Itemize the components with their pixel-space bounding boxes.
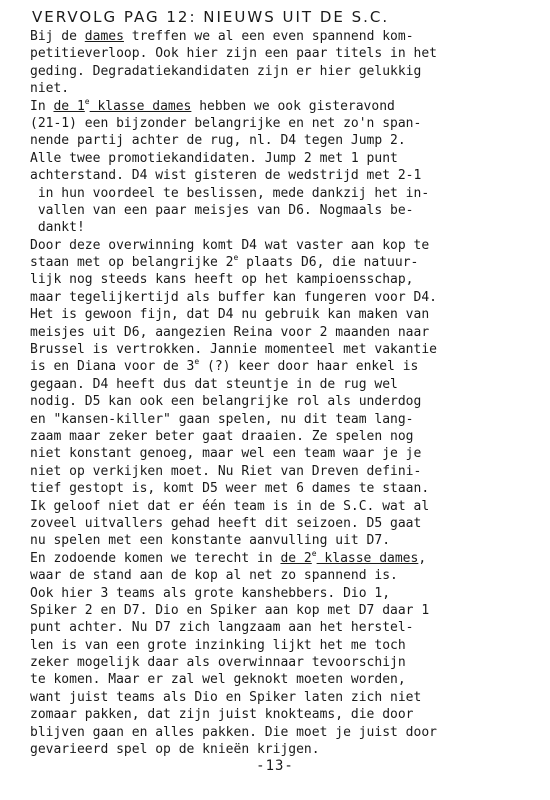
text-line xyxy=(30,463,538,480)
text-line xyxy=(30,567,538,584)
text-line xyxy=(30,393,538,410)
text-line xyxy=(30,358,538,375)
text-line xyxy=(30,654,538,671)
text-run: Brussel is vertrokken. Jannie momenteel met vakantie xyxy=(30,342,437,358)
text-run: zaam maar zeker beter gaat draaien. Ze spelen nog xyxy=(30,428,414,444)
text-run: dankt! xyxy=(30,220,85,236)
text-run: gevarieerd spel op de knieën krijgen. xyxy=(30,742,320,758)
text-run: Alle twee promotiekandidaten. Jump 2 met 1 punt xyxy=(30,150,398,166)
text-run: , xyxy=(418,550,427,566)
text-run: Het is gewoon fijn, dat D4 nu gebruik kan maken van xyxy=(30,307,430,323)
text-run: In xyxy=(30,98,54,114)
superscript: e xyxy=(84,97,90,106)
text-line xyxy=(30,671,538,688)
text-run: Ook hier 3 teams als grote kanshebbers. Dio 1, xyxy=(30,585,391,601)
article-body xyxy=(30,28,538,758)
superscript: e xyxy=(194,358,200,367)
text-line xyxy=(30,28,538,45)
text-line xyxy=(30,185,538,202)
text-run: te komen. Maar er zal wel geknokt moeten worden, xyxy=(30,672,406,688)
text-run: tief gestopt is, komt D5 weer met 6 dames te staan. xyxy=(30,481,430,497)
text-run: is en Diana voor de 3 xyxy=(30,359,195,375)
text-run: niet. xyxy=(30,81,70,97)
text-line xyxy=(30,289,538,306)
text-run: punt achter. Nu D7 zich langzaam aan het herstel- xyxy=(30,620,414,636)
underlined-text: klasse dames xyxy=(89,98,192,114)
text-run: (?) keer door haar enkel is xyxy=(199,359,419,375)
underlined-text: de 2 xyxy=(280,550,312,566)
text-line xyxy=(30,306,538,323)
text-line xyxy=(30,254,538,271)
text-line xyxy=(30,515,538,532)
text-run: waar de stand aan de kop al net zo spannend is. xyxy=(30,568,398,584)
text-line xyxy=(30,202,538,219)
text-line xyxy=(30,602,538,619)
text-run: zomaar pakken, dat zijn juist knokteams, die door xyxy=(30,707,414,723)
text-run: vallen van een paar meisjes van D6. Nogmaals be- xyxy=(30,202,414,218)
text-run: nende partij achter de rug, nl. D4 tegen Jump 2. xyxy=(30,133,406,149)
text-run: Ik geloof niet dat er één team is in de S.C. wat al xyxy=(30,498,430,514)
text-run: nu spelen met een konstante aanvulling uit D7. xyxy=(30,533,391,549)
text-run: nodig. D5 kan ook een belangrijke rol als underdog xyxy=(30,394,422,410)
text-line xyxy=(30,80,538,97)
text-line xyxy=(30,271,538,288)
underlined-text: klasse dames xyxy=(316,550,419,566)
text-line xyxy=(30,741,538,758)
text-line xyxy=(30,532,538,549)
text-line xyxy=(30,498,538,515)
text-run: meisjes uit D6, aangezien Reina voor 2 maanden naar xyxy=(30,324,430,340)
text-line xyxy=(30,550,538,567)
text-line xyxy=(30,585,538,602)
text-run: En zodoende komen we terecht in xyxy=(30,550,281,566)
text-run: Bij de xyxy=(30,29,85,44)
underlined-text: de 1 xyxy=(53,98,85,114)
text-run: niet konstant genoeg, maar wel een team waar je je xyxy=(30,446,422,462)
text-run: treffen we al een even spannend kom- xyxy=(123,29,414,44)
text-line xyxy=(30,341,538,358)
superscript: e xyxy=(233,254,239,263)
text-line xyxy=(30,411,538,428)
text-run: len is van een grote inzinking lijkt het me toch xyxy=(30,637,406,653)
text-run: Spiker 2 en D7. Dio en Spiker aan kop met D7 daar 1 xyxy=(30,602,430,618)
text-line xyxy=(30,706,538,723)
underlined-text: dames xyxy=(84,29,124,44)
text-line xyxy=(30,63,538,80)
text-run: blijven gaan en alles pakken. Die moet je juist door xyxy=(30,724,437,740)
text-line xyxy=(30,115,538,132)
text-line xyxy=(30,445,538,462)
text-line xyxy=(30,237,538,254)
text-run: gegaan. D4 heeft dus dat steuntje in de rug wel xyxy=(30,376,398,392)
text-line xyxy=(30,219,538,236)
page-number: -13- xyxy=(256,758,294,774)
text-line xyxy=(30,428,538,445)
text-run: Door deze overwinning komt D4 wat vaster aan kop te xyxy=(30,237,430,253)
text-line xyxy=(30,480,538,497)
text-line xyxy=(30,376,538,393)
text-run: achterstand. D4 wist gisteren de wedstrijd met 2-1 xyxy=(30,168,422,184)
text-line xyxy=(30,132,538,149)
text-run: (21-1) een bijzonder belangrijke en net zo'n span- xyxy=(30,115,422,131)
text-run: staan met op belangrijke 2 xyxy=(30,255,234,271)
text-run: geding. Degradatiekandidaten zijn er hier gelukkig xyxy=(30,63,422,79)
text-line xyxy=(30,98,538,115)
text-run: zeker mogelijk daar als overwinnaar tevoorschijn xyxy=(30,655,406,671)
text-run: plaats D6, die natuur- xyxy=(238,255,419,271)
text-run: hebben we ook gisteravond xyxy=(191,98,395,114)
text-line xyxy=(30,167,538,184)
text-line xyxy=(30,724,538,741)
text-run: niet op verkijken moet. Nu Riet van Dreven defini- xyxy=(30,463,422,479)
text-line xyxy=(30,324,538,341)
text-line xyxy=(30,150,538,167)
text-run: en "kansen-killer" gaan spelen, nu dit team lang- xyxy=(30,411,414,427)
page-heading: VERVOLG PAG 12: NIEUWS UIT DE S.C. xyxy=(32,8,390,26)
text-run: in hun voordeel te beslissen, mede dankzij het in- xyxy=(30,185,430,201)
text-run: petitieverloop. Ook hier zijn een paar titels in het xyxy=(30,46,437,62)
text-line xyxy=(30,619,538,636)
superscript: e xyxy=(311,549,317,558)
text-line xyxy=(30,45,538,62)
text-line xyxy=(30,637,538,654)
text-line xyxy=(30,689,538,706)
text-run: want juist teams als Dio en Spiker laten zich niet xyxy=(30,689,422,705)
text-run: lijk nog steeds kans heeft op het kampioensschap, xyxy=(30,272,414,288)
text-run: maar tegelijkertijd als buffer kan fungeren voor D4. xyxy=(30,289,437,305)
text-run: zoveel uitvallers gehad heeft dit seizoen. D5 gaat xyxy=(30,515,422,531)
